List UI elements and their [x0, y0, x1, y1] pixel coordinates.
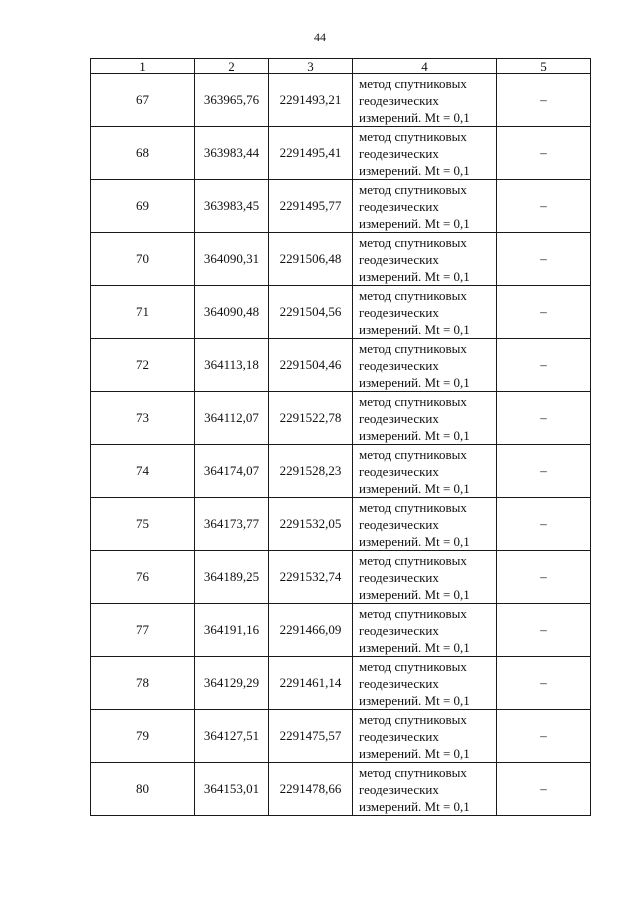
- method-cell: [353, 657, 497, 710]
- y-coordinate-cell: 2291504,46: [269, 339, 353, 392]
- method-text-line: геодезических: [359, 463, 439, 479]
- method-text-line: метод спутниковых: [359, 658, 467, 674]
- point-number-cell: 67: [91, 74, 195, 127]
- x-coordinate-cell: 364189,25: [195, 551, 269, 604]
- method-text-line: геодезических: [359, 675, 439, 691]
- column-5-cell: –: [497, 233, 591, 286]
- y-coordinate-cell: 2291466,09: [269, 604, 353, 657]
- x-coordinate-cell: 364129,29: [195, 657, 269, 710]
- y-coordinate-cell: 2291532,74: [269, 551, 353, 604]
- header-col-3: 3: [269, 59, 353, 74]
- table-row: [91, 604, 591, 657]
- point-number-cell: 75: [91, 498, 195, 551]
- method-text-line: метод спутниковых: [359, 393, 467, 409]
- point-number-cell: 74: [91, 445, 195, 498]
- method-text-line: метод спутниковых: [359, 75, 467, 91]
- point-number-cell: 76: [91, 551, 195, 604]
- method-text-line: геодезических: [359, 304, 439, 320]
- header-col-1: 1: [91, 59, 195, 74]
- column-5-cell: –: [497, 286, 591, 339]
- column-5-cell: –: [497, 498, 591, 551]
- method-text-line: метод спутниковых: [359, 128, 467, 144]
- method-text-line: метод спутниковых: [359, 234, 467, 250]
- column-5-cell: –: [497, 604, 591, 657]
- y-coordinate-cell: 2291528,23: [269, 445, 353, 498]
- method-text-line: метод спутниковых: [359, 711, 467, 727]
- method-text-line: измерений. Mt = 0,1: [359, 374, 470, 390]
- point-number-cell: 78: [91, 657, 195, 710]
- x-coordinate-cell: 363983,45: [195, 180, 269, 233]
- column-5-cell: –: [497, 551, 591, 604]
- y-coordinate-cell: 2291495,41: [269, 127, 353, 180]
- table-row: [91, 445, 591, 498]
- table-row: [91, 551, 591, 604]
- method-text-line: измерений. Mt = 0,1: [359, 798, 470, 814]
- method-text-line: измерений. Mt = 0,1: [359, 533, 470, 549]
- point-number-cell: 72: [91, 339, 195, 392]
- method-text-line: геодезических: [359, 781, 439, 797]
- x-coordinate-cell: 363965,76: [195, 74, 269, 127]
- method-text-line: метод спутниковых: [359, 499, 467, 515]
- y-coordinate-cell: 2291493,21: [269, 74, 353, 127]
- method-text-line: геодезических: [359, 92, 439, 108]
- point-number-cell: 70: [91, 233, 195, 286]
- point-number-cell: 79: [91, 710, 195, 763]
- x-coordinate-cell: 364112,07: [195, 392, 269, 445]
- method-cell: [353, 339, 497, 392]
- column-5-cell: –: [497, 180, 591, 233]
- column-5-cell: –: [497, 657, 591, 710]
- x-coordinate-cell: 364127,51: [195, 710, 269, 763]
- method-text-line: метод спутниковых: [359, 287, 467, 303]
- column-5-cell: –: [497, 339, 591, 392]
- method-text-line: измерений. Mt = 0,1: [359, 268, 470, 284]
- method-text-line: метод спутниковых: [359, 552, 467, 568]
- table-row: [91, 180, 591, 233]
- table-body: [91, 74, 591, 816]
- method-cell: [353, 498, 497, 551]
- method-text-line: измерений. Mt = 0,1: [359, 639, 470, 655]
- method-cell: [353, 445, 497, 498]
- header-col-2: 2: [195, 59, 269, 74]
- table-row: [91, 233, 591, 286]
- y-coordinate-cell: 2291522,78: [269, 392, 353, 445]
- method-cell: [353, 392, 497, 445]
- method-text-line: метод спутниковых: [359, 446, 467, 462]
- column-5-cell: –: [497, 445, 591, 498]
- column-5-cell: –: [497, 763, 591, 816]
- y-coordinate-cell: 2291532,05: [269, 498, 353, 551]
- method-cell: [353, 180, 497, 233]
- method-text-line: метод спутниковых: [359, 605, 467, 621]
- method-text-line: измерений. Mt = 0,1: [359, 162, 470, 178]
- column-5-cell: –: [497, 74, 591, 127]
- header-col-5: 5: [497, 59, 591, 74]
- y-coordinate-cell: 2291495,77: [269, 180, 353, 233]
- method-text-line: метод спутниковых: [359, 764, 467, 780]
- point-number-cell: 77: [91, 604, 195, 657]
- table-row: [91, 498, 591, 551]
- x-coordinate-cell: 364173,77: [195, 498, 269, 551]
- header-col-4: 4: [353, 59, 497, 74]
- method-text-line: измерений. Mt = 0,1: [359, 745, 470, 761]
- method-cell: [353, 710, 497, 763]
- method-cell: [353, 74, 497, 127]
- method-text-line: измерений. Mt = 0,1: [359, 109, 470, 125]
- table-row: [91, 286, 591, 339]
- method-text-line: измерений. Mt = 0,1: [359, 427, 470, 443]
- x-coordinate-cell: 364174,07: [195, 445, 269, 498]
- table-header-row: [91, 59, 591, 74]
- page-number: 44: [314, 30, 326, 44]
- x-coordinate-cell: 364113,18: [195, 339, 269, 392]
- method-text-line: измерений. Mt = 0,1: [359, 692, 470, 708]
- method-text-line: геодезических: [359, 516, 439, 532]
- column-5-cell: –: [497, 127, 591, 180]
- table-row: [91, 763, 591, 816]
- method-cell: [353, 233, 497, 286]
- method-text-line: измерений. Mt = 0,1: [359, 215, 470, 231]
- method-cell: [353, 286, 497, 339]
- y-coordinate-cell: 2291504,56: [269, 286, 353, 339]
- y-coordinate-cell: 2291478,66: [269, 763, 353, 816]
- table-row: [91, 127, 591, 180]
- x-coordinate-cell: 363983,44: [195, 127, 269, 180]
- coordinates-table: [90, 58, 591, 816]
- method-text-line: измерений. Mt = 0,1: [359, 321, 470, 337]
- table-row: [91, 74, 591, 127]
- x-coordinate-cell: 364090,48: [195, 286, 269, 339]
- point-number-cell: 73: [91, 392, 195, 445]
- method-text-line: метод спутниковых: [359, 340, 467, 356]
- method-text-line: измерений. Mt = 0,1: [359, 586, 470, 602]
- method-text-line: геодезических: [359, 145, 439, 161]
- point-number-cell: 71: [91, 286, 195, 339]
- point-number-cell: 80: [91, 763, 195, 816]
- table-row: [91, 392, 591, 445]
- y-coordinate-cell: 2291461,14: [269, 657, 353, 710]
- method-cell: [353, 551, 497, 604]
- column-5-cell: –: [497, 710, 591, 763]
- x-coordinate-cell: 364191,16: [195, 604, 269, 657]
- y-coordinate-cell: 2291506,48: [269, 233, 353, 286]
- x-coordinate-cell: 364153,01: [195, 763, 269, 816]
- method-cell: [353, 763, 497, 816]
- method-cell: [353, 604, 497, 657]
- point-number-cell: 68: [91, 127, 195, 180]
- method-text-line: геодезических: [359, 198, 439, 214]
- method-text-line: геодезических: [359, 569, 439, 585]
- column-5-cell: –: [497, 392, 591, 445]
- method-cell: [353, 127, 497, 180]
- method-text-line: геодезических: [359, 357, 439, 373]
- point-number-cell: 69: [91, 180, 195, 233]
- method-text-line: геодезических: [359, 728, 439, 744]
- y-coordinate-cell: 2291475,57: [269, 710, 353, 763]
- method-text-line: измерений. Mt = 0,1: [359, 480, 470, 496]
- method-text-line: геодезических: [359, 622, 439, 638]
- method-text-line: метод спутниковых: [359, 181, 467, 197]
- table-row: [91, 710, 591, 763]
- x-coordinate-cell: 364090,31: [195, 233, 269, 286]
- table-row: [91, 339, 591, 392]
- method-text-line: геодезических: [359, 251, 439, 267]
- table-row: [91, 657, 591, 710]
- method-text-line: геодезических: [359, 410, 439, 426]
